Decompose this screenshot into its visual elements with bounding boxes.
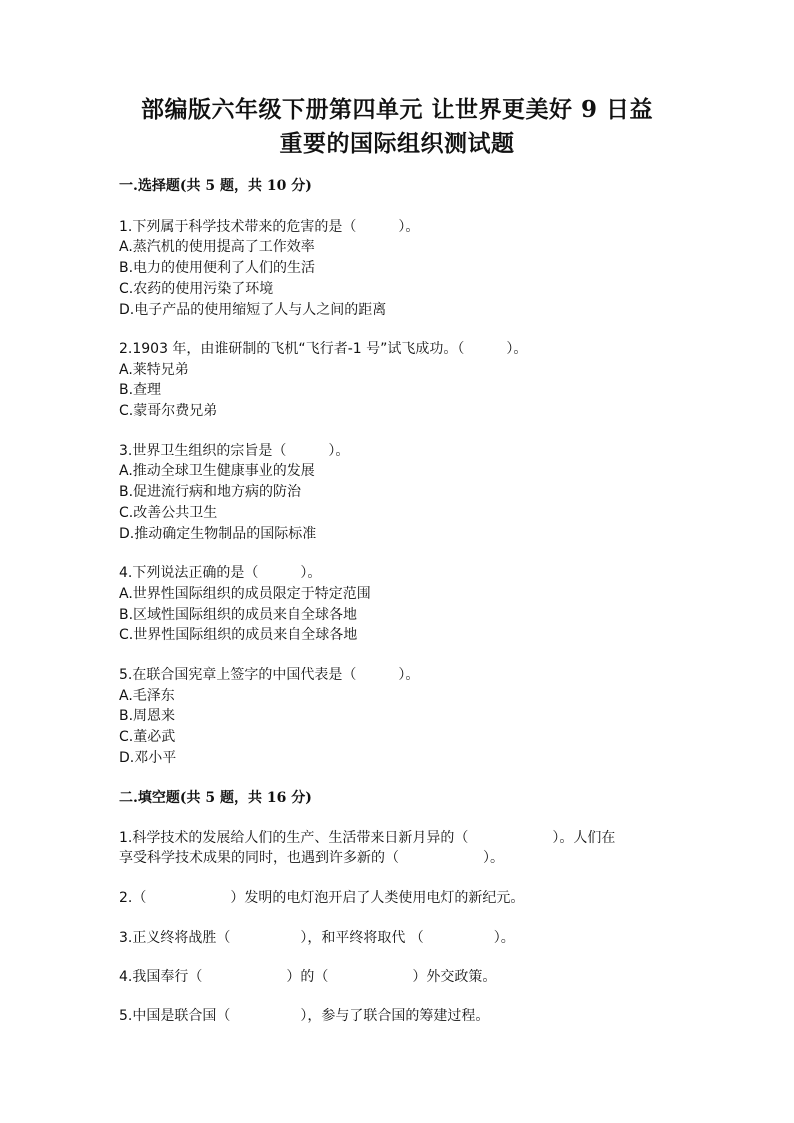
option-d: D.推动确定生物制品的国际标准 bbox=[119, 526, 317, 542]
option-a: A.蒸汽机的使用提高了工作效率 bbox=[119, 239, 315, 255]
option-c: C.农药的使用污染了环境 bbox=[119, 281, 274, 297]
question-stem: 5.在联合国宪章上签字的中国代表是（ ）。 bbox=[119, 667, 420, 683]
page-title-line-2: 重要的国际组织测试题 bbox=[279, 130, 515, 157]
option-d: D.电子产品的使用缩短了人与人之间的距离 bbox=[119, 302, 387, 318]
option-c: C.蒙哥尔费兄弟 bbox=[119, 403, 218, 419]
question-line: 5.中国是联合国（ ），参与了联合国的筹建过程。 bbox=[119, 1008, 490, 1024]
option-b: B.查理 bbox=[119, 382, 162, 398]
option-a: A.毛泽东 bbox=[119, 688, 175, 704]
option-c: C.世界性国际组织的成员来自全球各地 bbox=[119, 627, 358, 643]
option-b: B.周恩来 bbox=[119, 708, 176, 724]
option-a: A.推动全球卫生健康事业的发展 bbox=[119, 463, 315, 479]
section-heading-fill: 二.填空题(共 5 题，共 16 分) bbox=[119, 790, 312, 806]
option-b: B.电力的使用便利了人们的生活 bbox=[119, 260, 316, 276]
question-line: 享受科学技术成果的同时，也遇到许多新的（ ）。 bbox=[119, 850, 504, 866]
option-b: B.区域性国际组织的成员来自全球各地 bbox=[119, 607, 358, 623]
option-a: A.世界性国际组织的成员限定于特定范围 bbox=[119, 586, 371, 602]
question-stem: 2.1903 年，由谁研制的飞机“飞行者-1 号”试飞成功。（ ）。 bbox=[119, 341, 528, 357]
section-heading-choice: 一.选择题(共 5 题，共 10 分) bbox=[119, 178, 312, 194]
question-line: 1.科学技术的发展给人们的生产、生活带来日新月异的（ ）。人们在 bbox=[119, 830, 616, 846]
option-b: B.促进流行病和地方病的防治 bbox=[119, 484, 302, 500]
question-line: 2.（ ）发明的电灯泡开启了人类使用电灯的新纪元。 bbox=[119, 890, 525, 906]
page-title-line-1: 部编版六年级下册第四单元 让世界更美好 9 日益 bbox=[140, 96, 654, 123]
option-c: C.董必武 bbox=[119, 729, 176, 745]
option-d: D.邓小平 bbox=[119, 750, 177, 766]
option-a: A.莱特兄弟 bbox=[119, 362, 189, 378]
question-stem: 1.下列属于科学技术带来的危害的是（ ）。 bbox=[119, 219, 420, 235]
question-stem: 4.下列说法正确的是（ ）。 bbox=[119, 565, 322, 581]
question-line: 4.我国奉行（ ）的（ ）外交政策。 bbox=[119, 969, 497, 985]
option-c: C.改善公共卫生 bbox=[119, 505, 218, 521]
question-line: 3.正义终将战胜（ ），和平终将取代 （ ）。 bbox=[119, 930, 515, 946]
question-stem: 3.世界卫生组织的宗旨是（ ）。 bbox=[119, 443, 350, 459]
